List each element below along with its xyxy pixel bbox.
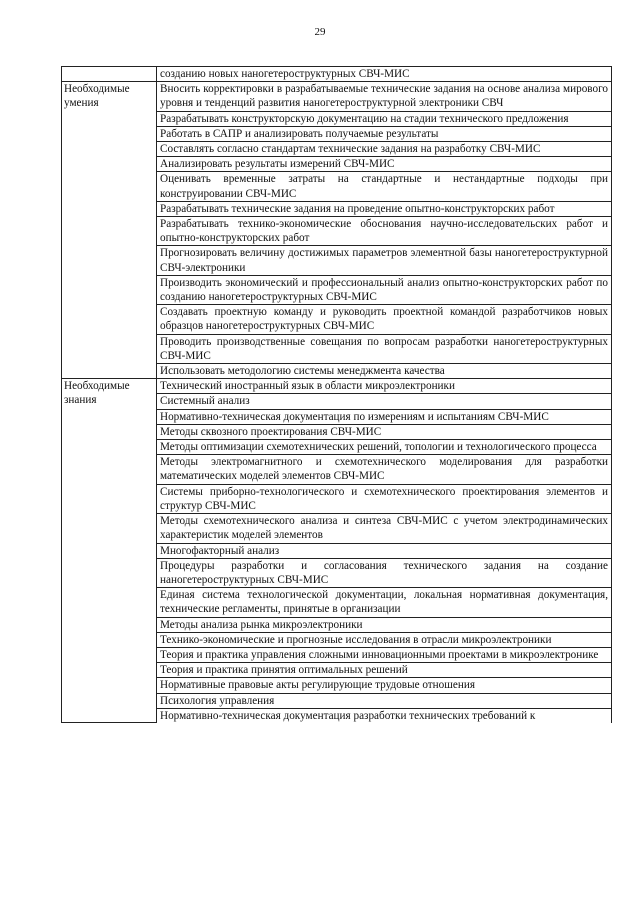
requirement-item: Проводить производственные совещания по вопросам разработки наногетероструктурных СВЧ-МИС (157, 334, 612, 363)
competency-table (61, 66, 612, 723)
requirement-item: Работать в САПР и анализировать получаемые результаты (157, 126, 612, 141)
label-cell-empty (62, 67, 157, 82)
requirement-item: Единая система технологической документации, локальная нормативная документация, технические регламенты, принятые в организации (157, 588, 612, 617)
table-row (62, 82, 612, 111)
requirement-item: Производить экономический и профессиональный анализ опытно-конструкторских работ по созданию наногетероструктурных СВЧ-МИС (157, 275, 612, 304)
requirement-item: Технический иностранный язык в области микроэлектроники (157, 379, 612, 394)
requirement-item: Методы анализа рынка микроэлектроники (157, 617, 612, 632)
competency-table-body (62, 67, 612, 723)
requirement-item: Методы схемотехнического анализа и синтеза СВЧ-МИС с учетом электродинамических характеристик моделей элементов (157, 514, 612, 543)
requirement-item: Анализировать результаты измерений СВЧ-МИС (157, 157, 612, 172)
requirement-item: Методы оптимизации схемотехнических решений, топологии и технологического процесса (157, 440, 612, 455)
requirement-item: Теория и практика управления сложными инновационными проектами в микроэлектронике (157, 647, 612, 662)
requirement-item: Разрабатывать технико-экономические обоснования научно-исследовательских работ и опытно-конструкторских работ (157, 217, 612, 246)
requirement-item: Процедуры разработки и согласования технического задания на создание наногетероструктурных СВЧ-МИС (157, 558, 612, 587)
requirement-item: Разрабатывать конструкторскую документацию на стадии технического предложения (157, 111, 612, 126)
requirement-item: Теория и практика принятия оптимальных решений (157, 663, 612, 678)
table-row (62, 67, 612, 82)
requirement-item: Нормативно-техническая документация по измерениям и испытаниям СВЧ-МИС (157, 409, 612, 424)
requirement-item: Системы приборно-технологического и схемотехнического проектирования элементов и структур СВЧ-МИС (157, 484, 612, 513)
section-label: Необходимые умения (62, 82, 157, 379)
requirement-item: Оценивать временные затраты на стандартные и нестандартные подходы при конструировании СВЧ-МИС (157, 172, 612, 201)
requirement-item: Многофакторный анализ (157, 543, 612, 558)
requirement-item: Использовать методологию системы менеджмента качества (157, 364, 612, 379)
page-number: 29 (314, 26, 326, 38)
requirement-item: Психология управления (157, 693, 612, 708)
requirement-item: Нормативные правовые акты регулирующие трудовые отношения (157, 678, 612, 693)
continuation-cell: созданию новых наногетероструктурных СВЧ-МИС (157, 67, 612, 82)
requirement-item: Прогнозировать величину достижимых параметров элементной базы наногетероструктурной СВЧ-электроники (157, 246, 612, 275)
table-row (62, 379, 612, 394)
requirement-item: Разрабатывать технические задания на проведение опытно-конструкторских работ (157, 201, 612, 216)
requirement-item: Создавать проектную команду и руководить проектной командой разработчиков новых образцов наногетероструктурных СВЧ-МИС (157, 305, 612, 334)
requirement-item: Технико-экономические и прогнозные исследования в отрасли микроэлектроники (157, 632, 612, 647)
requirement-item: Методы сквозного проектирования СВЧ-МИС (157, 424, 612, 439)
requirement-item: Системный анализ (157, 394, 612, 409)
section-label: Необходимые знания (62, 379, 157, 723)
requirement-item: Нормативно-техническая документация разработки технических требований к (157, 708, 612, 723)
requirement-item: Методы электромагнитного и схемотехнического моделирования для разработки математических моделей элементов СВЧ-МИС (157, 455, 612, 484)
requirement-item: Составлять согласно стандартам технические задания на разработку СВЧ-МИС (157, 142, 612, 157)
requirement-item: Вносить корректировки в разрабатываемые технические задания на основе анализа мирового уровня и тенденций развития наногетероструктурной электроники СВЧ (157, 82, 612, 111)
